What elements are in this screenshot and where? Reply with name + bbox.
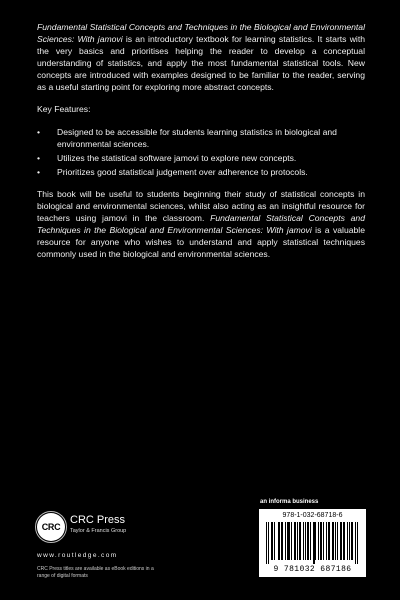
isbn-barcode <box>259 509 366 577</box>
closing-paragraph <box>37 189 365 260</box>
key-features-heading: Key Features: <box>37 104 91 115</box>
publisher-subtitle: Taylor & Francis Group <box>70 528 127 534</box>
publisher-name: CRC Press <box>70 514 126 526</box>
isbn-label: 978-1-032-68718-6 <box>282 512 343 519</box>
crc-logo-icon: CRC <box>37 513 65 541</box>
barcode-digits: 9 781032 687186 <box>273 565 352 574</box>
barcode-bars-icon <box>265 522 360 564</box>
informa-label: an informa business <box>260 499 319 505</box>
key-features-list <box>37 127 365 179</box>
closing-book-title: Fundamental Statistical Concepts and Techniques in the Biological and Environmental Sciences: With jamovi <box>37 212 365 235</box>
intro-paragraph <box>37 22 365 93</box>
bullet-icon: • <box>37 153 41 164</box>
closing-text-rest: is a valuable resource for anyone who wishes to understand and apply statistical techniques commonly used in the biological and environmental sciences. <box>37 224 365 259</box>
intro-text: is an introductory textbook for learning statistics. It starts with the very basics and prioritises helping the reader to develop a conceptual understanding of statistics, and apply the most fundamental statistical tools. New concepts are introduced with examples designed to be familiar to the reader, serving as a useful starting point for exploring more abstract concepts. <box>37 33 365 92</box>
intro-book-title: Fundamental Statistical Concepts and Techniques in the Biological and Environmental Sciences: With jamovi <box>37 22 365 44</box>
bullet-icon: • <box>37 127 41 138</box>
feature-text: Designed to be accessible for students learning statistics in biological and environmental sciences. <box>57 127 337 150</box>
closing-text: This book will be useful to students beginning their study of statistical concepts in biological and environmental sciences, whilst also acting as an insightful resource for teachers using jamovi in the classroom. <box>37 188 365 223</box>
feature-text: Utilizes the statistical software jamovi to explore new concepts. <box>57 153 297 164</box>
description-block <box>37 22 365 271</box>
feature-text: Prioritizes good statistical judgement over adherence to protocols. <box>57 167 308 178</box>
bullet-icon: • <box>37 167 41 178</box>
ebook-note: CRC Press titles are available as eBook editions in a range of digital formats <box>37 566 154 579</box>
feature-item <box>37 153 365 165</box>
feature-item <box>37 127 365 151</box>
feature-item <box>37 167 365 179</box>
publisher-website: www.routledge.com <box>37 552 118 559</box>
